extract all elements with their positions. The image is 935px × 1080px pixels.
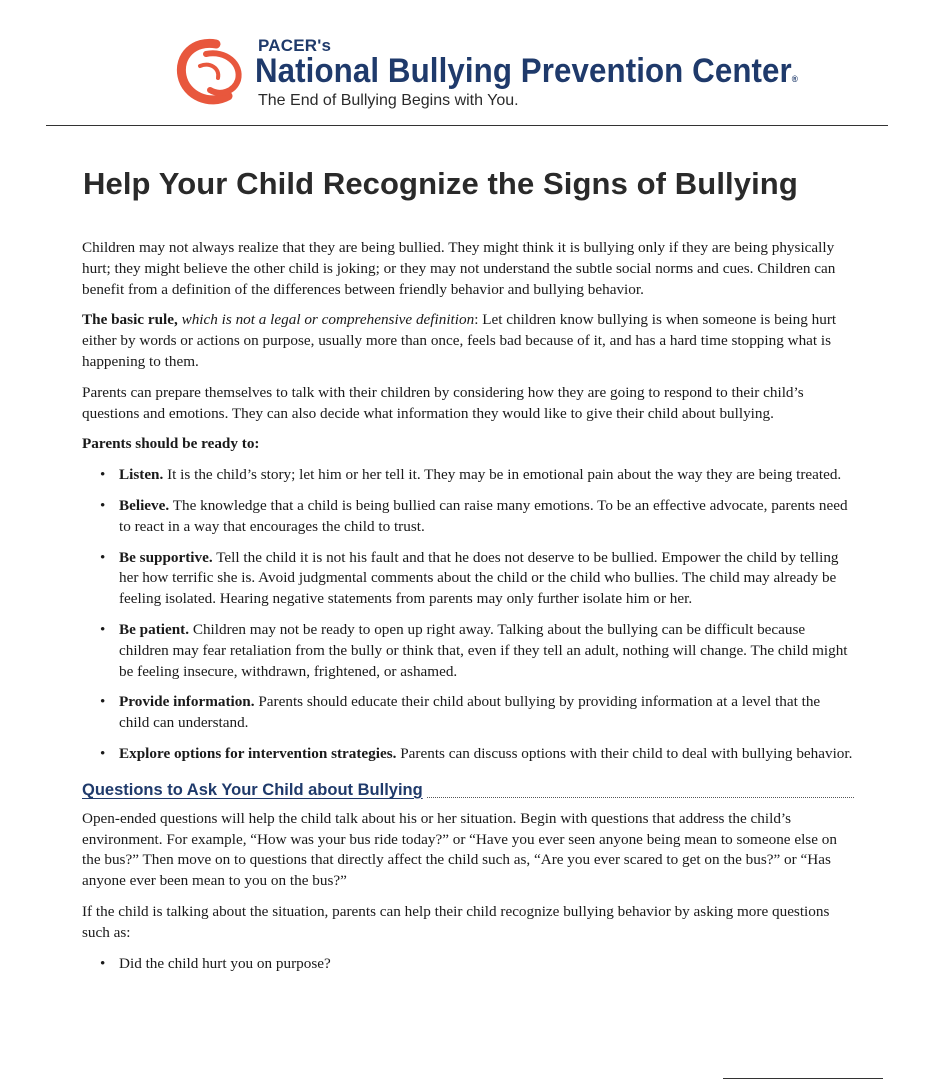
prepare-paragraph: Parents can prepare themselves to talk with their children by considering how they are going to respond to their child’s questions and emotions. They can also decide what information they would like to give their child about bullying. [82,383,804,422]
list-item: • Be patient. Children may not be ready to open up right away. Talking about the bullying can be difficult because children may fear retaliation from the bully or think that, even if they tell an adult, nothing will change. The child might be feeling insecure, withdrawn, frightened, or ashamed. [100,620,854,682]
question-list [82,954,854,975]
dotted-leader [427,797,854,798]
document-body [82,238,854,984]
page-title: Help Your Child Recognize the Signs of Bullying [83,166,798,201]
list-item: • Listen. It is the child’s story; let him or her tell it. They may be in emotional pain about the way they are being treated. [100,465,854,486]
questions-followup-paragraph: If the child is talking about the situation, parents can help their child recognize bullying behavior by asking more questions such as: [82,902,830,941]
pacer-swirl-logo-icon [176,36,248,108]
list-item: • Explore options for intervention strategies. Parents can discuss options with their child to deal with bullying behavior. [100,744,854,765]
ready-heading: Parents should be ready to: [82,435,260,453]
footer-rule [723,1078,883,1079]
org-small-name: PACER's [258,36,332,55]
list-item: • Believe. The knowledge that a child is being bullied can raise many emotions. To be an effective advocate, parents need to react in a way that encourages the child to trust. [100,496,854,538]
org-main-name: National Bullying Prevention Center® [255,52,799,90]
header-divider [46,125,888,126]
ready-list [82,465,854,765]
questions-section-heading: Questions to Ask Your Child about Bullying [82,779,854,801]
list-item: • Did the child hurt you on purpose? [100,954,854,975]
list-item: • Provide information. Parents should educate their child about bullying by providing information at a level that the child can understand. [100,692,854,734]
tagline: The End of Bullying Begins with You. [258,92,519,109]
page-header [0,0,935,130]
list-item: • Be supportive. Tell the child it is not his fault and that he does not deserve to be bullied. Empower the child by telling her how terrific she is. Avoid judgmental comments about the child or the child who bullies. The child may already be feeling isolated. Hearing negative statements from parents may only further isolate him or her. [100,548,854,610]
intro-paragraph: Children may not always realize that they are being bullied. They might think it is bullying only if they are being physically hurt; they might believe the other child is joking; or they may not understand the subtle social norms and cues. Children can benefit from a definition of the differences between friendly behavior and bullying behavior. [82,239,836,298]
basic-rule-paragraph: The basic rule, which is not a legal or comprehensive definition: Let children know bullying is when someone is being hurt either by words or actions on purpose, usually more than once, feels bad because of it, and has a hard time stopping what is happening to them. [82,311,837,370]
questions-intro-paragraph: Open-ended questions will help the child talk about his or her situation. Begin with questions that address the child’s environment. For example, “How was your bus ride today?” or “Have you ever seen anyone being mean to someone else on the bus?” Then move on to questions that directly affect the child such as, “Are you ever scared to get on the bus?” or “Has anyone ever been mean to you on the bus?” [82,809,837,890]
